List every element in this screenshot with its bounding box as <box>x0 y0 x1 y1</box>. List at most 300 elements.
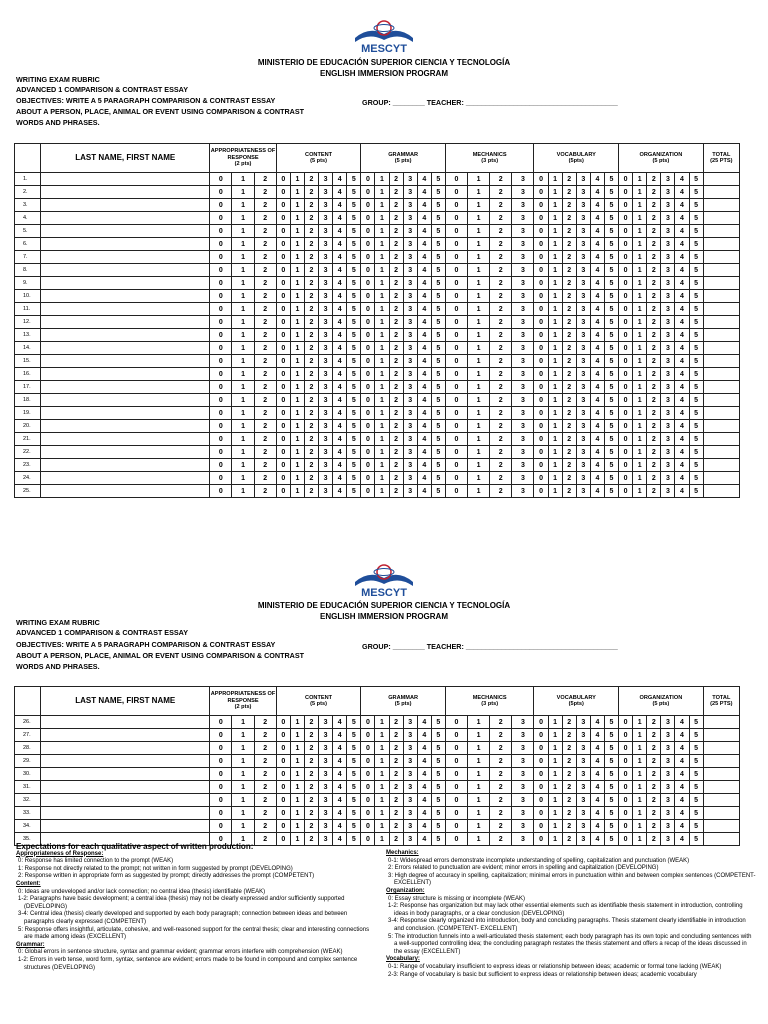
score-option[interactable]: 3 <box>576 459 590 472</box>
score-option[interactable]: 2 <box>490 394 512 407</box>
score-option[interactable]: 4 <box>590 394 604 407</box>
score-option[interactable]: 0 <box>534 303 548 316</box>
score-option[interactable]: 0 <box>445 807 467 820</box>
score-option[interactable]: 3 <box>576 407 590 420</box>
score-option[interactable]: 3 <box>512 186 534 199</box>
score-option[interactable]: 5 <box>431 472 445 485</box>
score-option[interactable]: 2 <box>490 329 512 342</box>
student-name-field[interactable] <box>41 251 210 264</box>
score-option[interactable]: 1 <box>548 225 562 238</box>
score-option[interactable]: 5 <box>604 459 618 472</box>
score-option[interactable]: 0 <box>210 186 232 199</box>
score-option[interactable]: 3 <box>576 316 590 329</box>
score-option[interactable]: 0 <box>361 433 375 446</box>
score-option[interactable]: 3 <box>403 381 417 394</box>
score-option[interactable]: 3 <box>576 212 590 225</box>
score-option[interactable]: 2 <box>304 225 318 238</box>
score-option[interactable]: 1 <box>290 485 304 498</box>
score-option[interactable]: 5 <box>604 472 618 485</box>
score-option[interactable]: 1 <box>468 329 490 342</box>
score-option[interactable]: 1 <box>290 368 304 381</box>
score-option[interactable]: 1 <box>633 368 647 381</box>
score-option[interactable]: 4 <box>590 807 604 820</box>
score-option[interactable]: 1 <box>548 394 562 407</box>
score-option[interactable]: 0 <box>619 407 633 420</box>
score-option[interactable]: 5 <box>347 238 361 251</box>
score-option[interactable]: 2 <box>304 342 318 355</box>
score-option[interactable]: 3 <box>661 238 675 251</box>
score-option[interactable]: 5 <box>604 446 618 459</box>
score-option[interactable]: 1 <box>548 433 562 446</box>
score-option[interactable]: 1 <box>232 290 254 303</box>
score-option[interactable]: 3 <box>403 833 417 846</box>
score-option[interactable]: 4 <box>675 755 689 768</box>
score-option[interactable]: 0 <box>276 225 290 238</box>
score-option[interactable]: 4 <box>417 742 431 755</box>
score-option[interactable]: 0 <box>361 212 375 225</box>
score-option[interactable]: 4 <box>417 277 431 290</box>
score-option[interactable]: 5 <box>689 368 703 381</box>
score-option[interactable]: 1 <box>548 368 562 381</box>
score-option[interactable]: 1 <box>633 768 647 781</box>
score-option[interactable]: 0 <box>276 794 290 807</box>
score-option[interactable]: 5 <box>689 394 703 407</box>
score-option[interactable]: 5 <box>604 833 618 846</box>
score-option[interactable]: 4 <box>590 755 604 768</box>
score-option[interactable]: 1 <box>375 186 389 199</box>
score-option[interactable]: 5 <box>431 329 445 342</box>
score-option[interactable]: 4 <box>590 355 604 368</box>
score-option[interactable]: 2 <box>304 485 318 498</box>
score-option[interactable]: 4 <box>333 781 347 794</box>
score-option[interactable]: 5 <box>431 212 445 225</box>
score-option[interactable]: 4 <box>333 277 347 290</box>
total-field[interactable] <box>703 303 739 316</box>
score-option[interactable]: 2 <box>389 820 403 833</box>
score-option[interactable]: 2 <box>647 394 661 407</box>
score-option[interactable]: 0 <box>276 768 290 781</box>
score-option[interactable]: 0 <box>210 342 232 355</box>
score-option[interactable]: 4 <box>333 251 347 264</box>
score-option[interactable]: 0 <box>276 186 290 199</box>
score-option[interactable]: 2 <box>254 329 276 342</box>
score-option[interactable]: 1 <box>633 251 647 264</box>
score-option[interactable]: 2 <box>389 742 403 755</box>
score-option[interactable]: 1 <box>548 794 562 807</box>
total-field[interactable] <box>703 420 739 433</box>
score-option[interactable]: 4 <box>590 173 604 186</box>
score-option[interactable]: 4 <box>675 794 689 807</box>
score-option[interactable]: 0 <box>445 433 467 446</box>
score-option[interactable]: 2 <box>647 472 661 485</box>
score-option[interactable]: 2 <box>647 755 661 768</box>
score-option[interactable]: 1 <box>548 316 562 329</box>
score-option[interactable]: 2 <box>647 794 661 807</box>
score-option[interactable]: 0 <box>619 742 633 755</box>
score-option[interactable]: 2 <box>490 316 512 329</box>
score-option[interactable]: 2 <box>490 368 512 381</box>
score-option[interactable]: 3 <box>403 446 417 459</box>
score-option[interactable]: 2 <box>254 755 276 768</box>
total-field[interactable] <box>703 251 739 264</box>
score-option[interactable]: 5 <box>689 755 703 768</box>
score-option[interactable]: 3 <box>512 329 534 342</box>
score-option[interactable]: 3 <box>403 212 417 225</box>
score-option[interactable]: 1 <box>232 264 254 277</box>
score-option[interactable]: 2 <box>562 394 576 407</box>
score-option[interactable]: 4 <box>333 264 347 277</box>
score-option[interactable]: 2 <box>389 446 403 459</box>
score-option[interactable]: 1 <box>468 186 490 199</box>
score-option[interactable]: 1 <box>633 485 647 498</box>
score-option[interactable]: 5 <box>347 729 361 742</box>
score-option[interactable]: 3 <box>403 368 417 381</box>
score-option[interactable]: 3 <box>319 807 333 820</box>
score-option[interactable]: 0 <box>619 820 633 833</box>
score-option[interactable]: 0 <box>619 755 633 768</box>
score-option[interactable]: 4 <box>417 807 431 820</box>
score-option[interactable]: 5 <box>347 225 361 238</box>
score-option[interactable]: 3 <box>512 459 534 472</box>
score-option[interactable]: 3 <box>661 459 675 472</box>
score-option[interactable]: 1 <box>375 716 389 729</box>
score-option[interactable]: 1 <box>468 199 490 212</box>
score-option[interactable]: 2 <box>389 807 403 820</box>
score-option[interactable]: 0 <box>619 186 633 199</box>
score-option[interactable]: 2 <box>647 742 661 755</box>
score-option[interactable]: 1 <box>548 303 562 316</box>
score-option[interactable]: 4 <box>333 316 347 329</box>
score-option[interactable]: 5 <box>604 420 618 433</box>
score-option[interactable]: 5 <box>689 485 703 498</box>
score-option[interactable]: 4 <box>590 251 604 264</box>
score-option[interactable]: 1 <box>232 433 254 446</box>
total-field[interactable] <box>703 485 739 498</box>
score-option[interactable]: 1 <box>468 433 490 446</box>
score-option[interactable]: 2 <box>562 833 576 846</box>
score-option[interactable]: 5 <box>604 781 618 794</box>
score-option[interactable]: 2 <box>490 212 512 225</box>
total-field[interactable] <box>703 173 739 186</box>
score-option[interactable]: 1 <box>633 394 647 407</box>
score-option[interactable]: 0 <box>361 251 375 264</box>
score-option[interactable]: 2 <box>389 355 403 368</box>
score-option[interactable]: 2 <box>304 316 318 329</box>
score-option[interactable]: 0 <box>276 368 290 381</box>
score-option[interactable]: 4 <box>590 186 604 199</box>
score-option[interactable]: 3 <box>319 251 333 264</box>
score-option[interactable]: 2 <box>647 420 661 433</box>
score-option[interactable]: 0 <box>619 768 633 781</box>
score-option[interactable]: 2 <box>490 303 512 316</box>
score-option[interactable]: 3 <box>403 485 417 498</box>
score-option[interactable]: 0 <box>445 394 467 407</box>
score-option[interactable]: 5 <box>604 316 618 329</box>
score-option[interactable]: 1 <box>290 446 304 459</box>
score-option[interactable]: 4 <box>333 173 347 186</box>
score-option[interactable]: 1 <box>548 381 562 394</box>
score-option[interactable]: 2 <box>562 446 576 459</box>
score-option[interactable]: 0 <box>361 355 375 368</box>
score-option[interactable]: 5 <box>347 459 361 472</box>
score-option[interactable]: 1 <box>290 212 304 225</box>
score-option[interactable]: 0 <box>534 316 548 329</box>
score-option[interactable]: 2 <box>304 199 318 212</box>
score-option[interactable]: 2 <box>254 199 276 212</box>
score-option[interactable]: 3 <box>512 472 534 485</box>
score-option[interactable]: 5 <box>347 251 361 264</box>
score-option[interactable]: 5 <box>431 277 445 290</box>
score-option[interactable]: 0 <box>445 199 467 212</box>
score-option[interactable]: 5 <box>689 225 703 238</box>
score-option[interactable]: 3 <box>512 755 534 768</box>
score-option[interactable]: 5 <box>689 768 703 781</box>
score-option[interactable]: 1 <box>468 394 490 407</box>
student-name-field[interactable] <box>41 381 210 394</box>
score-option[interactable]: 4 <box>590 768 604 781</box>
score-option[interactable]: 3 <box>403 768 417 781</box>
score-option[interactable]: 2 <box>304 742 318 755</box>
score-option[interactable]: 3 <box>512 316 534 329</box>
score-option[interactable]: 4 <box>675 781 689 794</box>
score-option[interactable]: 2 <box>389 420 403 433</box>
score-option[interactable]: 3 <box>512 342 534 355</box>
score-option[interactable]: 2 <box>562 199 576 212</box>
score-option[interactable]: 5 <box>604 277 618 290</box>
score-option[interactable]: 0 <box>361 342 375 355</box>
score-option[interactable]: 2 <box>254 742 276 755</box>
score-option[interactable]: 0 <box>534 729 548 742</box>
score-option[interactable]: 1 <box>232 303 254 316</box>
student-name-field[interactable] <box>41 342 210 355</box>
score-option[interactable]: 0 <box>534 742 548 755</box>
score-option[interactable]: 2 <box>389 394 403 407</box>
student-name-field[interactable] <box>41 768 210 781</box>
score-option[interactable]: 4 <box>417 485 431 498</box>
score-option[interactable]: 0 <box>276 755 290 768</box>
score-option[interactable]: 0 <box>210 833 232 846</box>
score-option[interactable]: 1 <box>633 225 647 238</box>
score-option[interactable]: 5 <box>604 238 618 251</box>
score-option[interactable]: 3 <box>661 290 675 303</box>
score-option[interactable]: 5 <box>689 238 703 251</box>
score-option[interactable]: 0 <box>619 394 633 407</box>
score-option[interactable]: 1 <box>375 768 389 781</box>
score-option[interactable]: 3 <box>319 729 333 742</box>
score-option[interactable]: 3 <box>576 277 590 290</box>
score-option[interactable]: 1 <box>548 420 562 433</box>
score-option[interactable]: 5 <box>689 407 703 420</box>
score-option[interactable]: 3 <box>512 251 534 264</box>
score-option[interactable]: 4 <box>417 820 431 833</box>
score-option[interactable]: 2 <box>389 342 403 355</box>
score-option[interactable]: 2 <box>562 407 576 420</box>
score-option[interactable]: 5 <box>689 716 703 729</box>
score-option[interactable]: 3 <box>661 199 675 212</box>
score-option[interactable]: 2 <box>647 329 661 342</box>
score-option[interactable]: 3 <box>512 433 534 446</box>
score-option[interactable]: 0 <box>619 290 633 303</box>
score-option[interactable]: 5 <box>347 303 361 316</box>
score-option[interactable]: 0 <box>210 173 232 186</box>
score-option[interactable]: 4 <box>333 446 347 459</box>
score-option[interactable]: 2 <box>389 303 403 316</box>
score-option[interactable]: 3 <box>576 355 590 368</box>
score-option[interactable]: 5 <box>347 781 361 794</box>
score-option[interactable]: 2 <box>562 342 576 355</box>
score-option[interactable]: 4 <box>333 238 347 251</box>
score-option[interactable]: 2 <box>389 238 403 251</box>
score-option[interactable]: 0 <box>619 485 633 498</box>
score-option[interactable]: 2 <box>389 329 403 342</box>
score-option[interactable]: 4 <box>675 329 689 342</box>
score-option[interactable]: 1 <box>468 820 490 833</box>
score-option[interactable]: 2 <box>304 251 318 264</box>
score-option[interactable]: 2 <box>254 342 276 355</box>
score-option[interactable]: 2 <box>304 277 318 290</box>
score-option[interactable]: 4 <box>675 212 689 225</box>
score-option[interactable]: 5 <box>431 238 445 251</box>
score-option[interactable]: 2 <box>647 807 661 820</box>
score-option[interactable]: 1 <box>633 316 647 329</box>
score-option[interactable]: 2 <box>254 472 276 485</box>
score-option[interactable]: 0 <box>445 794 467 807</box>
score-option[interactable]: 3 <box>403 420 417 433</box>
score-option[interactable]: 5 <box>431 173 445 186</box>
score-option[interactable]: 1 <box>468 716 490 729</box>
score-option[interactable]: 0 <box>534 238 548 251</box>
score-option[interactable]: 4 <box>675 251 689 264</box>
score-option[interactable]: 0 <box>210 277 232 290</box>
score-option[interactable]: 5 <box>347 186 361 199</box>
score-option[interactable]: 4 <box>590 446 604 459</box>
score-option[interactable]: 0 <box>445 303 467 316</box>
score-option[interactable]: 2 <box>562 781 576 794</box>
score-option[interactable]: 4 <box>417 199 431 212</box>
score-option[interactable]: 4 <box>333 303 347 316</box>
score-option[interactable]: 2 <box>304 381 318 394</box>
score-option[interactable]: 0 <box>361 394 375 407</box>
score-option[interactable]: 4 <box>333 716 347 729</box>
score-option[interactable]: 0 <box>361 381 375 394</box>
score-option[interactable]: 0 <box>276 173 290 186</box>
score-option[interactable]: 3 <box>403 238 417 251</box>
score-option[interactable]: 4 <box>675 225 689 238</box>
score-option[interactable]: 0 <box>276 485 290 498</box>
score-option[interactable]: 5 <box>347 755 361 768</box>
score-option[interactable]: 4 <box>675 446 689 459</box>
score-option[interactable]: 1 <box>375 794 389 807</box>
score-option[interactable]: 1 <box>633 807 647 820</box>
score-option[interactable]: 1 <box>548 355 562 368</box>
score-option[interactable]: 4 <box>675 807 689 820</box>
score-option[interactable]: 2 <box>647 225 661 238</box>
score-option[interactable]: 1 <box>290 329 304 342</box>
score-option[interactable]: 2 <box>490 173 512 186</box>
score-option[interactable]: 0 <box>534 225 548 238</box>
score-option[interactable]: 3 <box>319 742 333 755</box>
score-option[interactable]: 3 <box>576 472 590 485</box>
score-option[interactable]: 0 <box>534 186 548 199</box>
total-field[interactable] <box>703 446 739 459</box>
score-option[interactable]: 3 <box>319 485 333 498</box>
score-option[interactable]: 0 <box>210 394 232 407</box>
score-option[interactable]: 0 <box>276 716 290 729</box>
score-option[interactable]: 3 <box>576 238 590 251</box>
score-option[interactable]: 5 <box>604 807 618 820</box>
score-option[interactable]: 4 <box>417 238 431 251</box>
score-option[interactable]: 2 <box>254 186 276 199</box>
score-option[interactable]: 2 <box>647 781 661 794</box>
score-option[interactable]: 1 <box>468 407 490 420</box>
score-option[interactable]: 5 <box>689 355 703 368</box>
score-option[interactable]: 2 <box>304 186 318 199</box>
score-option[interactable]: 1 <box>232 238 254 251</box>
score-option[interactable]: 1 <box>548 173 562 186</box>
score-option[interactable]: 5 <box>431 716 445 729</box>
score-option[interactable]: 1 <box>232 407 254 420</box>
score-option[interactable]: 4 <box>333 807 347 820</box>
score-option[interactable]: 4 <box>590 368 604 381</box>
score-option[interactable]: 0 <box>534 472 548 485</box>
score-option[interactable]: 2 <box>562 433 576 446</box>
score-option[interactable]: 0 <box>210 303 232 316</box>
score-option[interactable]: 5 <box>431 485 445 498</box>
student-name-field[interactable] <box>41 433 210 446</box>
score-option[interactable]: 1 <box>232 342 254 355</box>
score-option[interactable]: 4 <box>333 459 347 472</box>
score-option[interactable]: 4 <box>590 781 604 794</box>
score-option[interactable]: 0 <box>445 173 467 186</box>
total-field[interactable] <box>703 316 739 329</box>
score-option[interactable]: 0 <box>276 355 290 368</box>
score-option[interactable]: 5 <box>689 277 703 290</box>
score-option[interactable]: 1 <box>633 729 647 742</box>
score-option[interactable]: 0 <box>619 420 633 433</box>
score-option[interactable]: 3 <box>661 433 675 446</box>
score-option[interactable]: 4 <box>590 329 604 342</box>
score-option[interactable]: 0 <box>210 329 232 342</box>
score-option[interactable]: 0 <box>210 472 232 485</box>
score-option[interactable]: 3 <box>512 729 534 742</box>
score-option[interactable]: 4 <box>675 394 689 407</box>
student-name-field[interactable] <box>41 716 210 729</box>
score-option[interactable]: 4 <box>675 303 689 316</box>
score-option[interactable]: 3 <box>576 833 590 846</box>
score-option[interactable]: 1 <box>633 381 647 394</box>
score-option[interactable]: 2 <box>304 290 318 303</box>
score-option[interactable]: 2 <box>562 290 576 303</box>
student-name-field[interactable] <box>41 264 210 277</box>
score-option[interactable]: 4 <box>590 485 604 498</box>
score-option[interactable]: 1 <box>468 303 490 316</box>
score-option[interactable]: 0 <box>619 225 633 238</box>
score-option[interactable]: 2 <box>647 342 661 355</box>
total-field[interactable] <box>703 368 739 381</box>
score-option[interactable]: 2 <box>254 225 276 238</box>
score-option[interactable]: 0 <box>276 290 290 303</box>
score-option[interactable]: 3 <box>576 368 590 381</box>
score-option[interactable]: 1 <box>375 807 389 820</box>
score-option[interactable]: 2 <box>490 820 512 833</box>
score-option[interactable]: 0 <box>445 833 467 846</box>
score-option[interactable]: 1 <box>375 316 389 329</box>
score-option[interactable]: 2 <box>304 729 318 742</box>
score-option[interactable]: 3 <box>403 394 417 407</box>
score-option[interactable]: 2 <box>254 251 276 264</box>
score-option[interactable]: 3 <box>512 807 534 820</box>
score-option[interactable]: 1 <box>290 303 304 316</box>
